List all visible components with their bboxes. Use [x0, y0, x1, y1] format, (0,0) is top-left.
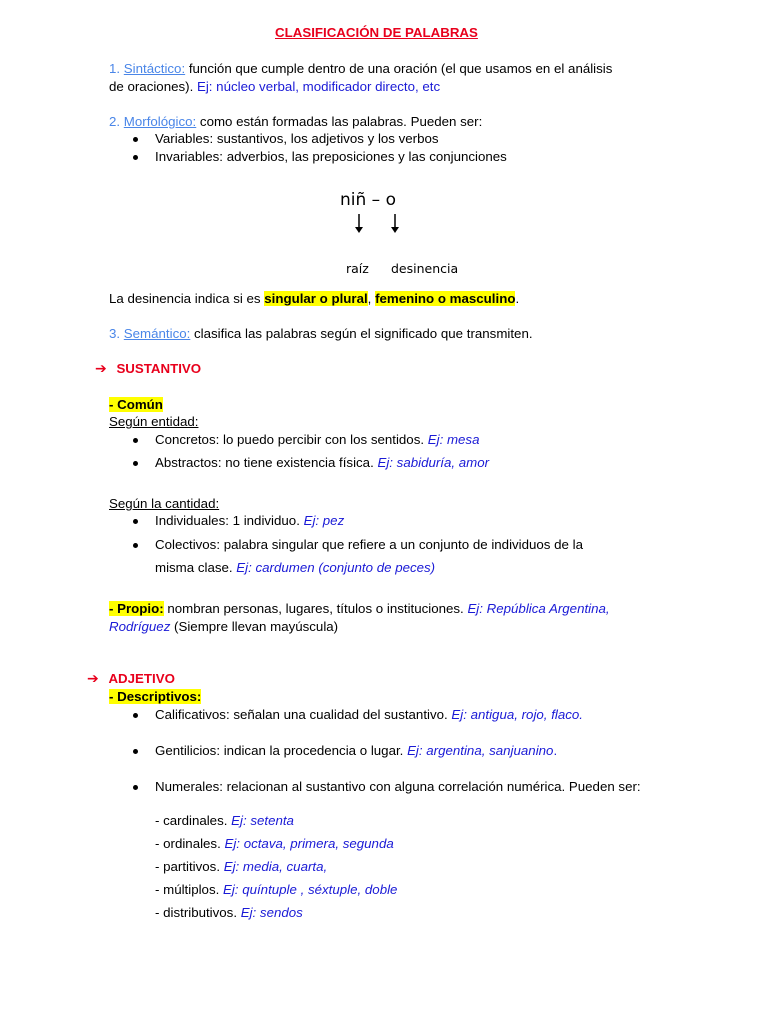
cantidad-item-example: Ej: cardumen (conjunto de peces) — [236, 560, 436, 575]
propio-example-2: Rodríguez — [109, 619, 171, 634]
semantico-label: Semántico: — [123, 326, 191, 341]
bullet-icon — [133, 137, 138, 142]
cantidad-item-colectivos: Colectivos: palabra singular que refiere a un conjunto de individuos de la — [155, 537, 583, 552]
adjetivo-item-text: Gentilicios: indican la procedencia o lugar. — [155, 743, 408, 758]
semantico-number: 3. — [109, 326, 121, 341]
descriptivos-label: - Descriptivos: — [109, 689, 202, 704]
comun-label-row — [109, 396, 163, 414]
numeral-example: Ej: octava, primera, segunda — [224, 836, 394, 851]
descriptivos-label-row — [109, 688, 201, 706]
morfologico-item-variables: Variables: sustantivos, los adjetivos y los verbos — [155, 131, 439, 146]
page-title: CLASIFICACIÓN DE PALABRAS — [275, 25, 478, 40]
sustantivo-heading: SUSTANTIVO — [116, 361, 202, 376]
segun-cantidad-label: Según la cantidad: — [109, 496, 220, 511]
diagram-arrows — [348, 212, 408, 236]
propio-label: - Propio: — [109, 601, 164, 616]
numeral-text: - cardinales. — [155, 813, 232, 828]
diagram-raiz: raíz — [346, 261, 369, 276]
adjetivo-item-numerales: Numerales: relacionan al sustantivo con alguna correlación numérica. Pueden ser: — [155, 779, 641, 794]
entidad-item-concretos — [155, 431, 479, 449]
bullet-icon — [133, 461, 138, 466]
numeral-text: - ordinales. — [155, 836, 225, 851]
numeral-text: - distributivos. — [155, 905, 241, 920]
numeral-example: Ej: quíntuple , séxtuple, doble — [222, 882, 398, 897]
propio-example: Ej: República Argentina, — [467, 601, 610, 616]
cantidad-item-colectivos-line2 — [155, 559, 435, 577]
numeral-ordinales — [155, 835, 394, 853]
cantidad-item-example: Ej: pez — [303, 513, 345, 528]
morfologico-line — [109, 113, 482, 131]
cantidad-item-text: Individuales: 1 individuo. — [155, 513, 304, 528]
sintactico-text: función que cumple dentro de una oración (el que usamos en el análisis — [185, 61, 613, 76]
morfologico-label: Morfológico: — [123, 114, 197, 129]
down-arrow-icon — [355, 214, 363, 233]
entidad-item-text: Abstractos: no tiene existencia física. — [155, 455, 378, 470]
desinencia-text: La desinencia indica si es — [109, 291, 265, 306]
sintactico-text-2: de oraciones). — [109, 79, 197, 94]
adjetivo-item-example: Ej: argentina, sanjuanino — [407, 743, 554, 758]
adjetivo-heading-row — [87, 670, 175, 688]
sintactico-label: Sintáctico: — [123, 61, 186, 76]
bullet-icon — [133, 543, 138, 548]
cantidad-item-text: misma clase. — [155, 560, 237, 575]
numeral-partitivos — [155, 858, 327, 876]
cantidad-item-individuales — [155, 512, 344, 530]
numeral-cardinales — [155, 812, 294, 830]
bullet-icon — [133, 785, 138, 790]
sintactico-number: 1. — [109, 61, 121, 76]
bullet-icon — [133, 519, 138, 524]
numeral-text: - múltiplos. — [155, 882, 223, 897]
adjetivo-item-gentilicios — [155, 742, 557, 760]
propio-line2 — [109, 618, 338, 636]
entidad-item-abstractos — [155, 454, 489, 472]
sintactico-example: Ej: núcleo verbal, modificador directo, etc — [196, 79, 441, 94]
adjetivo-item-calificativos — [155, 706, 583, 724]
bullet-icon — [133, 438, 138, 443]
desinencia-comma: , — [367, 291, 376, 306]
numeral-multiplos — [155, 881, 397, 899]
entidad-item-example: Ej: mesa — [427, 432, 480, 447]
adjetivo-item-text: Calificativos: señalan una cualidad del sustantivo. — [155, 707, 452, 722]
bullet-icon — [133, 713, 138, 718]
comun-label: - Común — [109, 397, 163, 412]
numeral-example: Ej: media, cuarta, — [223, 859, 328, 874]
propio-text: nombran personas, lugares, títulos o instituciones. — [163, 601, 468, 616]
bullet-icon — [133, 155, 138, 160]
highlight-singular-plural: singular o plural — [264, 291, 368, 306]
semantico-text: clasifica las palabras según el significado que transmiten. — [190, 326, 533, 341]
numeral-text: - partitivos. — [155, 859, 224, 874]
sustantivo-heading-row — [95, 360, 201, 378]
semantico-line — [109, 325, 533, 343]
entidad-item-text: Concretos: lo puedo percibir con los sentidos. — [155, 432, 428, 447]
numeral-distributivos — [155, 904, 303, 922]
numeral-example: Ej: setenta — [231, 813, 294, 828]
propio-line1 — [109, 600, 610, 618]
segun-entidad-label: Según entidad: — [109, 414, 199, 429]
sintactico-line2 — [109, 78, 440, 96]
right-arrow-icon: ➔ — [95, 361, 107, 377]
desinencia-period: . — [515, 291, 520, 306]
desinencia-sentence — [109, 290, 519, 308]
down-arrow-icon — [391, 214, 399, 233]
propio-note: (Siempre llevan mayúscula) — [170, 619, 339, 634]
morfologico-number: 2. — [109, 114, 121, 129]
morfologico-text: como están formadas las palabras. Pueden ser: — [196, 114, 483, 129]
numeral-example: Ej: sendos — [240, 905, 303, 920]
highlight-femenino-masculino: femenino o masculino — [375, 291, 516, 306]
entidad-item-example: Ej: sabiduría, amor — [377, 455, 490, 470]
right-arrow-icon: ➔ — [87, 671, 99, 687]
diagram-word: niñ – o — [340, 190, 396, 210]
sintactico-line1 — [109, 60, 612, 78]
morfologico-item-invariables: Invariables: adverbios, las preposiciones y las conjunciones — [155, 149, 507, 164]
bullet-icon — [133, 749, 138, 754]
adjetivo-item-example: Ej: antigua, rojo, flaco. — [451, 707, 583, 722]
adjetivo-heading: ADJETIVO — [108, 671, 175, 686]
diagram-desinencia: desinencia — [391, 261, 459, 276]
adjetivo-item-period: . — [553, 743, 558, 758]
